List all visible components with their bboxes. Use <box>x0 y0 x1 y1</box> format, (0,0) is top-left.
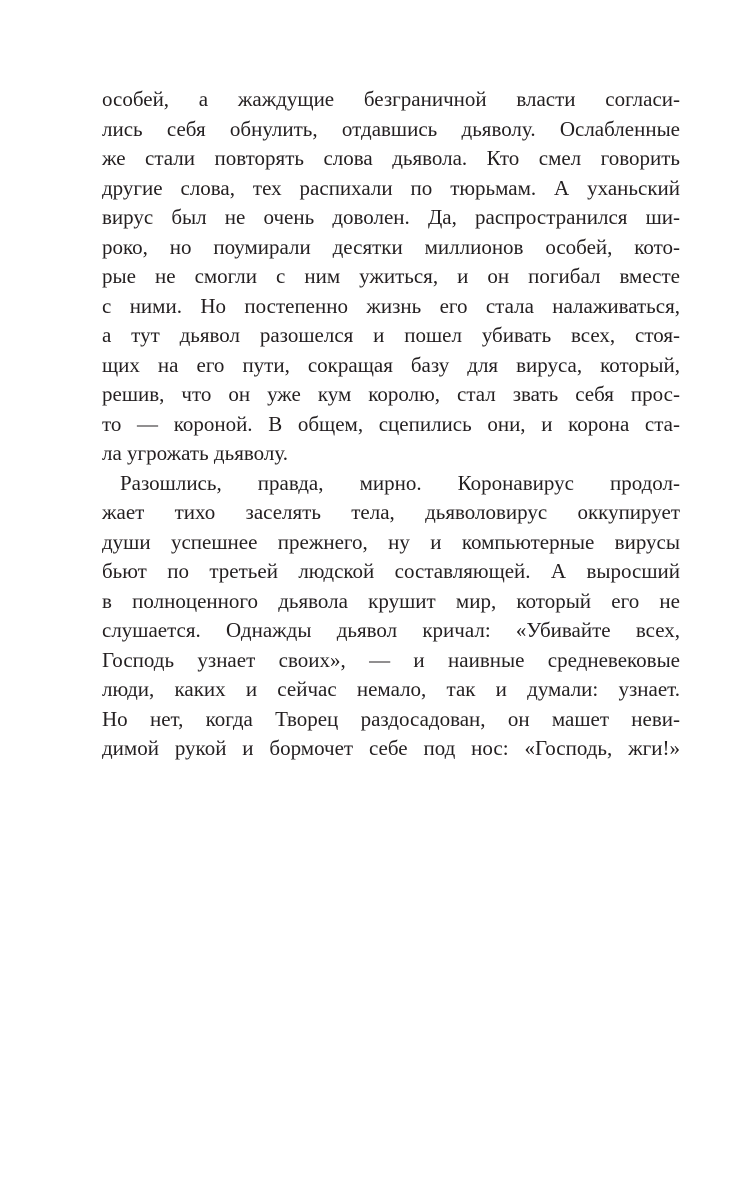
text-line: а тут дьявол разошелся и пошел убивать всех, стоя- <box>102 323 680 347</box>
text-line: то — короной. В общем, сцепились они, и корона ста- <box>102 411 680 436</box>
text-line: бьют по третьей людской составляющей. А выросший <box>102 559 680 583</box>
body-text <box>102 85 680 764</box>
text-line: люди, каких и сейчас немало, так и думали: узнает. <box>102 677 680 701</box>
text-line: рые не смогли с ним ужиться, и он погибал вместе <box>102 264 680 288</box>
text-line: другие слова, тех распихали по тюрьмам. А уханьский <box>102 175 680 200</box>
text-line: лись себя обнулить, отдавшись дьяволу. Ослабленные <box>102 116 680 141</box>
text-line: димой рукой и бормочет себе под нос: «Господь, жги!» <box>102 736 680 760</box>
text-line: Господь узнает своих», — и наивные средневековые <box>102 647 680 672</box>
paragraph-2 <box>102 469 680 764</box>
text-line: решив, что он уже кум королю, стал звать себя прос- <box>102 382 680 406</box>
text-line: особей, а жаждущие безграничной власти согласи- <box>102 87 680 111</box>
text-line: Но нет, когда Творец раздосадован, он машет неви- <box>102 706 680 731</box>
text-line: души успешнее прежнего, ну и компьютерные вирусы <box>102 529 680 554</box>
text-line: слушается. Однажды дьявол кричал: «Убивайте всех, <box>102 618 680 642</box>
text-line: роко, но поумирали десятки миллионов особей, кото- <box>102 234 680 259</box>
text-line: же стали повторять слова дьявола. Кто смел говорить <box>102 146 680 170</box>
text-line: с ними. Но постепенно жизнь его стала налаживаться, <box>102 293 680 318</box>
paragraph-1 <box>102 85 680 469</box>
text-line: щих на его пути, сокращая базу для вируса, который, <box>102 352 680 377</box>
text-line: вирус был не очень доволен. Да, распространился ши- <box>102 205 680 229</box>
text-line: Разошлись, правда, мирно. Коронавирус продол- <box>120 470 680 495</box>
text-line: в полноценного дьявола крушит мир, который его не <box>102 588 680 613</box>
text-line: жает тихо заселять тела, дьяволовирус оккупирует <box>102 500 680 524</box>
text-line: ла угрожать дьяволу. <box>102 441 288 465</box>
